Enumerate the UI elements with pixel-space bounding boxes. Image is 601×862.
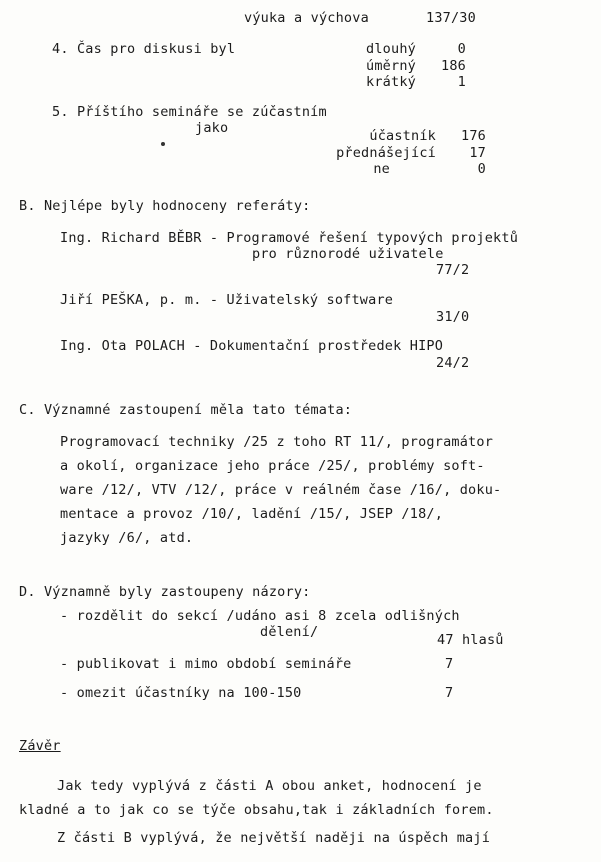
top-value: 137/30 [426,10,476,26]
opinion-1-line2: dělení/ [260,624,319,640]
q5-label-2: přednášející [336,145,436,161]
q4-label-2: úměrný [366,58,416,74]
topics-line-4: mentace a provoz /10/, ladění /15/, JSEP /18/, [60,506,444,522]
ink-dot [161,142,165,146]
opinion-2-line1: - publikovat i mimo období semináře [60,656,352,672]
opinion-2-value: 7 [445,656,454,672]
q4-label-3: krátký [366,74,416,90]
q5-sub: jako [195,120,229,136]
opinion-3-line1: - omezit účastníky na 100-150 [60,685,302,701]
topics-line-1: Programovací techniky /25 z toho RT 11/, programátor [60,434,494,450]
conclusion-p1-line2: kladné a to jak co se týče obsahu,tak i základních forem. [19,802,494,818]
q5-label-3: ne [373,161,390,177]
lecture-1-line1: Ing. Richard BĚBR - Programové řešení typových projektů [60,230,519,246]
lecture-1-score: 77/2 [436,262,470,278]
top-label: výuka a výchova [244,10,369,26]
lecture-2-score: 31/0 [436,309,470,325]
lecture-3-score: 24/2 [436,355,470,371]
topics-line-2: a okolí, organizace jeho práce /25/, problémy soft- [60,458,485,474]
topics-line-3: ware /12/, VTV /12/, práce v reálném čase /16/, doku- [60,482,502,498]
q4-title: 4. Čas pro diskusi byl [52,41,236,57]
topics-line-5: jazyky /6/, atd. [60,530,194,546]
q5-value-1: 176 [461,128,486,144]
q5-value-3: 0 [477,161,486,177]
q5-label-1: účastník [369,128,436,144]
q4-label-1: dlouhý [366,41,416,57]
opinion-1-line1: - rozdělit do sekcí /udáno asi 8 zcela odlišných [60,608,460,624]
lecture-1-line2: pro různorodé uživatele [252,246,444,262]
section-b-heading: B. Nejlépe byly hodnoceny referáty: [19,198,311,214]
lecture-2-line1: Jiří PEŠKA, p. m. - Uživatelský software [60,292,394,308]
conclusion-p1-line1: Jak tedy vyplývá z části A obou anket, hodnocení je [57,778,482,794]
conclusion-p2: Z části B vyplývá, že největší naději na úspěch mají [57,830,491,846]
q4-value-3: 1 [457,74,466,90]
opinion-1-value: 47 hlasů [437,632,504,648]
q5-title: 5. Příštího semináře se zúčastním [52,104,327,120]
q4-value-2: 186 [441,58,466,74]
section-c-heading: C. Významné zastoupení měla tato témata: [19,402,353,418]
conclusion-heading: Závěr [19,738,61,754]
section-d-heading: D. Významně byly zastoupeny názory: [19,584,311,600]
q4-value-1: 0 [457,41,466,57]
opinion-3-value: 7 [445,685,454,701]
lecture-3-line1: Ing. Ota POLACH - Dokumentační prostředek HIPO [60,338,444,354]
q5-value-2: 17 [469,145,486,161]
